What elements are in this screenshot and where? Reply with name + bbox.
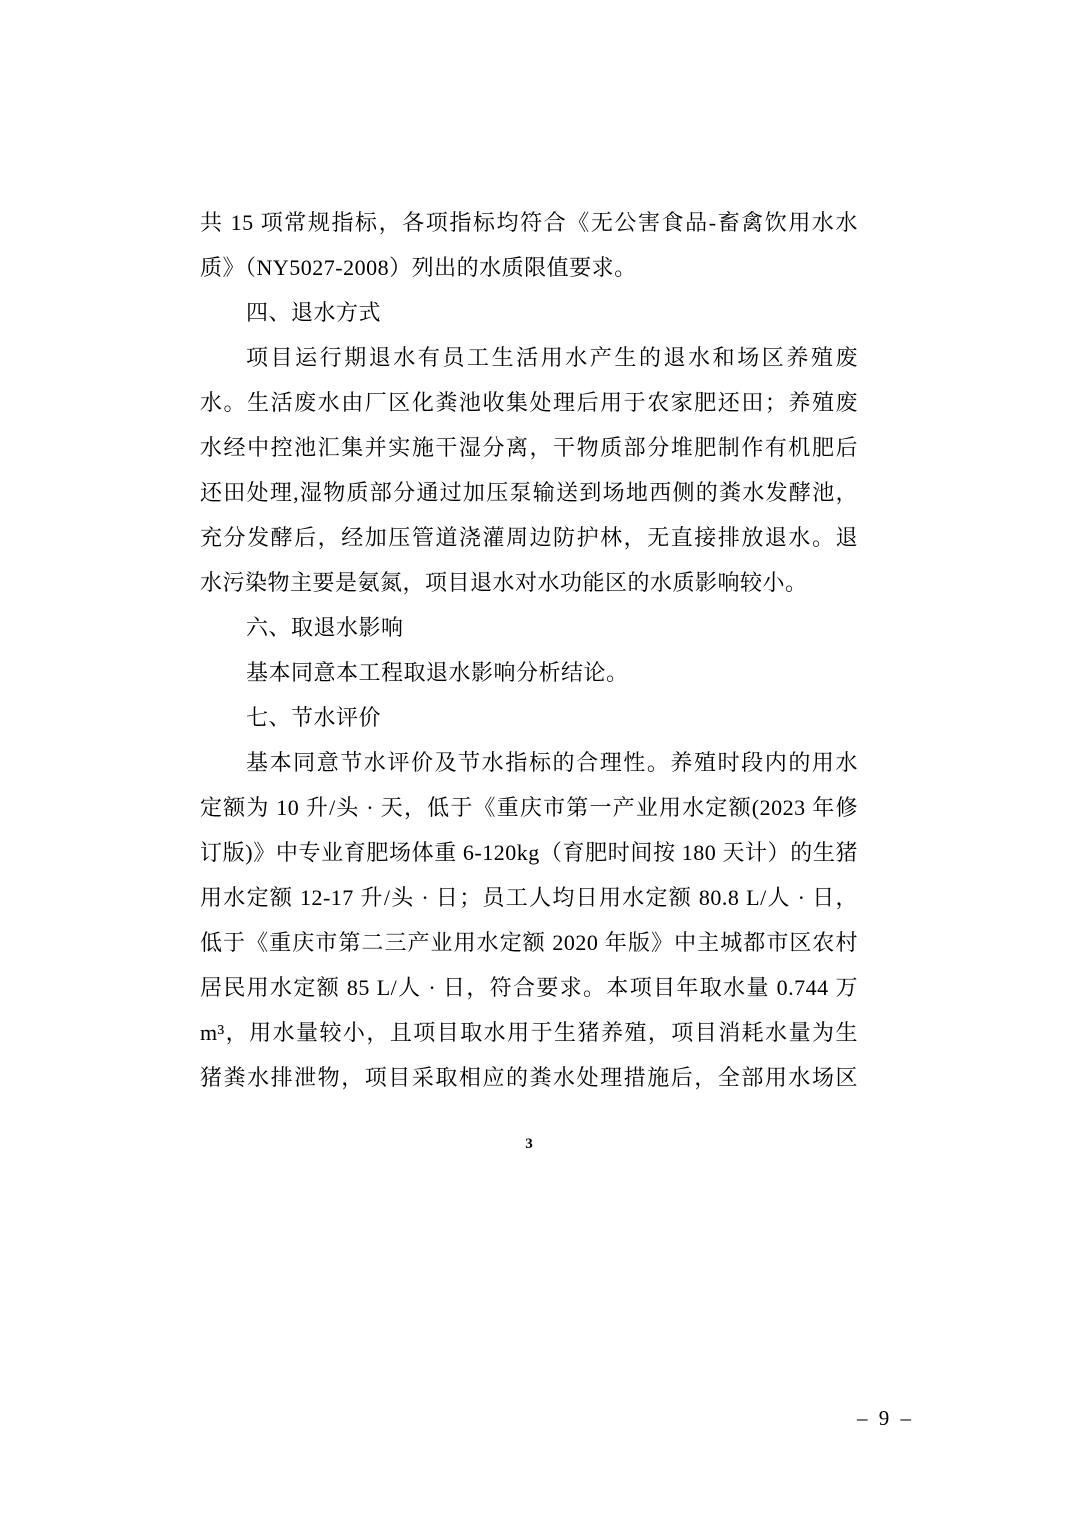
text-line: 项目运行期退水有员工生活用水产生的退水和场区养殖废 (246, 345, 858, 370)
text-line: 基本同意节水评价及节水指标的合理性。养殖时段内的用水 (246, 750, 858, 775)
text-line: 居民用水定额 85 L/人 · 日，符合要求。本项目年取水量 0.744 万 (200, 975, 858, 1000)
text-line: m³，用水量较小，且项目取水用于生猪养殖，项目消耗水量为生 (200, 1020, 858, 1045)
text-line: 共 15 项常规指标，各项指标均符合《无公害食品-畜禽饮用水水 (200, 210, 859, 235)
text-line: 六、取退水影响 (246, 615, 404, 640)
text-line: 充分发酵后，经加压管道浇灌周边防护林，无直接排放退水。退 (200, 525, 858, 550)
document-body (200, 200, 858, 1100)
text-line: 水经中控池汇集并实施干湿分离，干物质部分堆肥制作有机肥后 (200, 435, 858, 460)
text-line: 水污染物主要是氨氮，项目退水对水功能区的水质影响较小。 (200, 570, 808, 595)
text-line: 四、退水方式 (246, 300, 382, 325)
text-line: 猪粪水排泄物，项目采取相应的粪水处理措施后，全部用水场区 (200, 1065, 858, 1090)
text-line: 七、节水评价 (246, 705, 382, 730)
text-line: 质》（NY5027-2008）列出的水质限值要求。 (200, 255, 637, 280)
text-line: 用水定额 12-17 升/头 · 日；员工人均日用水定额 80.8 L/人 · 日， (200, 885, 858, 910)
text-line: 定额为 10 升/头 · 天，低于《重庆市第一产业用水定额(2023 年修 (200, 795, 858, 820)
text-line: 订版)》中专业育肥场体重 6-120kg（育肥时间按 180 天计）的生猪 (200, 840, 858, 865)
footnote-number: 3 (525, 1136, 533, 1152)
text-line: 基本同意本工程取退水影响分析结论。 (246, 660, 629, 685)
text-line: 还田处理,湿物质部分通过加压泵输送到场地西侧的粪水发酵池， (200, 480, 858, 505)
text-line: 低于《重庆市第二三产业用水定额 2020 年版》中主城都市区农村 (200, 930, 858, 955)
page-number: – 9 – (857, 1406, 914, 1430)
text-line: 水。生活废水由厂区化粪池收集处理后用于农家肥还田；养殖废 (200, 390, 858, 415)
